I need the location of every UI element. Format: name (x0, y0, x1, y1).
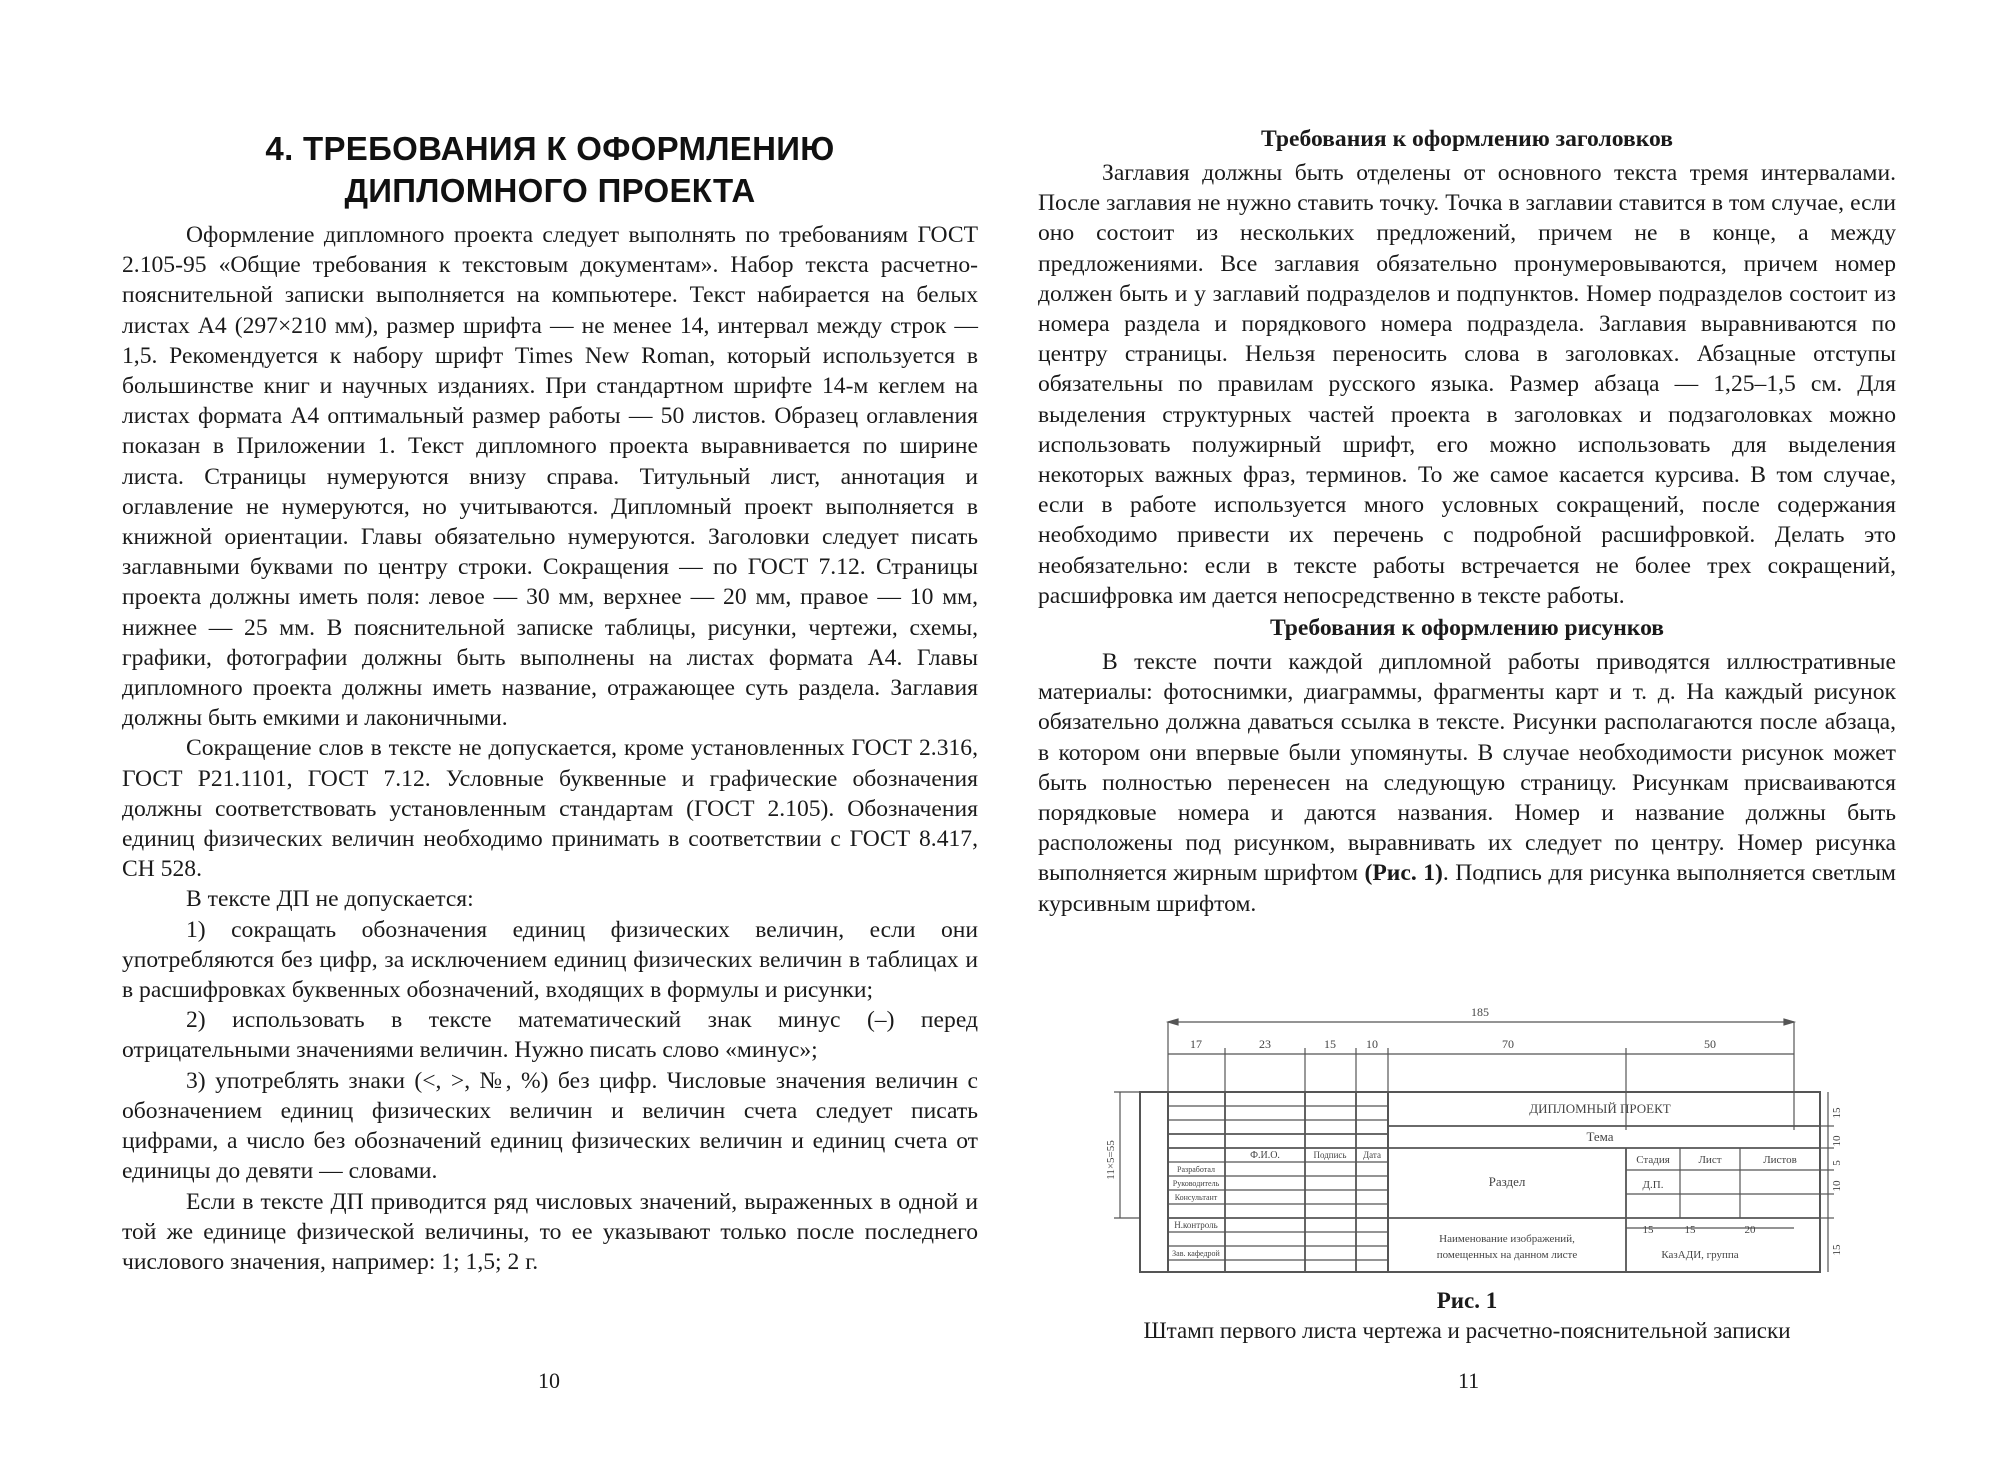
block-role: Н.контроль (1174, 1220, 1218, 1230)
block-role: Консультант (1174, 1193, 1218, 1202)
block-drawing-name: помещенных на данном листе (1436, 1249, 1578, 1261)
block-sub-dim: 20 (1744, 1224, 1756, 1236)
block-header: ДИПЛОМНЫЙ ПРОЕКТ (1529, 1101, 1671, 1116)
dim-label: 185 (1471, 1005, 1489, 1019)
section-heading: Требования к оформлению рисунков (1269, 615, 1665, 642)
dim-label: 15 (1831, 1107, 1843, 1119)
dim-label: 15 (1324, 1037, 1336, 1051)
list-item: 2) использовать в тексте математический знак минус (–) перед отрицательными значениями величин. Нужно писать слово «минус»; (122, 1007, 978, 1064)
block-theme: Тема (1586, 1129, 1614, 1144)
block-role: Разработал (1177, 1165, 1215, 1174)
paragraph (1038, 647, 1896, 919)
figure-label: Рис. 1 (1436, 1288, 1498, 1313)
block-role: Зав. кафедрой (1172, 1249, 1220, 1258)
list-item: 3) употреблять знаки (<, >, №, %) без цифр. Числовые значения величин с обозначением единиц физических величин и величин счета следует писать цифрами, а число без обозначений единиц физических величин и единиц счета от единицы до девяти — словами. (122, 1067, 978, 1185)
chapter-title (122, 128, 978, 212)
dim-label: 5 (1831, 1160, 1843, 1166)
block-sheet: Лист (1698, 1154, 1722, 1166)
paragraph: Заглавия должны быть отделены от основного текста тремя интервалами. После заглавия не нужно ставить точку. Точка в заглавии ставится в том случае, если оно состоит из нескольких предложений, причем не в конце, а между предложениями. Все заглавия обязательно пронумеровываются, причем номер должен быть и у заглавий подразделов и подпунктов. Номер подразделов состоит из номера раздела и порядкового номера подраздела. Заглавия выравниваются по центру страницы. Нельзя переносить слова в заголовках. Абзацные отступы обязательны по правилам русского языка. Размер абзаца — 1,25–1,5 см. Для выделения структурных частей проекта в заголовках и подзаголовках можно использовать полужирный шрифт, его можно использовать для выделения некоторых важных фраз, терминов. То же самое касается курсива. В том случае, если в работе используется много условных сокращений, после содержания необходимо привести их перечень с подробной расшифровкой. Делать это необязательно: если в тексте работы встречается не более трех сокращений, расшифровка им дается непосредственно в тексте работы. (1038, 160, 1896, 609)
figure-reference: (Рис. 1) (1364, 860, 1443, 887)
block-stage: Стадия (1636, 1154, 1670, 1166)
dim-label: 70 (1502, 1037, 1514, 1051)
dim-label: 15 (1831, 1244, 1843, 1256)
block-drawing-name: Наименование изображений, (1439, 1233, 1575, 1245)
dim-label: 50 (1704, 1037, 1716, 1051)
paragraph: В тексте ДП не допускается: (186, 886, 474, 913)
block-org: КазАДИ, группа (1661, 1249, 1739, 1261)
paragraph: Сокращение слов в тексте не допускается, кроме установленных ГОСТ 2.316, ГОСТ Р21.1101, ГОСТ 7.12. Условные буквенные и графические обозначения должны соответствовать установленным стандартам (ГОСТ 2.105). Обозначения единиц физических величин необходимо принимать в соответствии с ГОСТ 8.417, СН 528. (122, 735, 978, 883)
title-block-drawing (1100, 1000, 1850, 1285)
paragraph: Оформление дипломного проекта следует выполнять по требованиям ГОСТ 2.105-95 «Общие требования к текстовым документам». Набор текста расчетно-пояснительной записки выполняется на компьютере. Текст набирается на белых листах А4 (297×210 мм), размер шрифта — не менее 14, интервал между строк — 1,5. Рекомендуется к набору шрифт Times New Roman, который используется в большинстве книг и научных изданиях. При стандартном шрифте 14-м кеглем на листах формата А4 оптимальный размер работы — 50 листов. Образец оглавления показан в Приложении 1. Текст дипломного проекта выравнивается по ширине листа. Страницы нумеруются внизу справа. Титульный лист, аннотация и оглавление не нумеруются, но учитываются. Дипломный проект выполняется в книжной ориентации. Главы обязательно нумеруются. Заголовки следует писать заглавными буквами по центру строки. Сокращения — по ГОСТ 7.12. Страницы проекта должны иметь поля: левое — 30 мм, верхнее — 20 мм, правое — 10 мм, нижнее — 25 мм. В пояснительной записке таблицы, рисунки, чертежи, схемы, графики, фотографии должны быть выполнены на листах формата А4. Главы дипломного проекта должны иметь название, отражающее суть раздела. Заглавия должны быть емкими и лаконичными. (122, 222, 978, 732)
dim-label: 10 (1831, 1135, 1843, 1147)
block-sub-dim: 15 (1684, 1224, 1696, 1236)
figure-title: Штамп первого листа чертежа и расчетно-пояснительной записки (1143, 1318, 1791, 1343)
block-signature: Подпись (1313, 1150, 1347, 1160)
block-date: Дата (1363, 1150, 1381, 1160)
dim-label: 10 (1831, 1180, 1843, 1192)
block-role: Руководитель (1172, 1179, 1220, 1188)
dim-label: 23 (1259, 1037, 1271, 1051)
block-dp: Д.П. (1642, 1179, 1664, 1191)
page-number: 11 (1458, 1368, 1480, 1393)
paragraph-text: . Подпись для рисунка выполняется светлым курсивным шрифтом. (1038, 860, 1896, 917)
block-sheets: Листов (1763, 1154, 1797, 1166)
dim-label: 17 (1190, 1037, 1202, 1051)
list-item: 1) сокращать обозначения единиц физических величин, если они употребляются без цифр, за исключением единиц физических величин в таблицах и в расшифровках буквенных обозначений, входящих в формулы и рисунки; (122, 916, 978, 1004)
left-page-content (122, 128, 978, 1277)
title-block-figure (1100, 1000, 1850, 1285)
paragraph: Если в тексте ДП приводится ряд числовых значений, выраженных в одной и той же единице физической величины, то ее указывают только после последнего числового значения, например: 1; 1,5; 2 г. (122, 1188, 978, 1275)
paragraph-text: В тексте почти каждой дипломной работы приводятся иллюстративные материалы: фотоснимки, диаграммы, фрагменты карт и т. д. На каждый рисунок обязательно должна даваться ссылка в тексте. Рисунки располагаются после абзаца, в котором они впервые были упомянуты. В случае необходимости рисунок может быть полностью перенесен на следующую страницу. Рисункам присваиваются порядковые номера и даются названия. Номер и название должны быть расположены под рисунком, выравнивать их следует по центру. Номер рисунка выполняется жирным шрифтом (1038, 649, 1896, 887)
right-page-content (1038, 124, 1896, 919)
page-number: 10 (538, 1368, 560, 1393)
chapter-title-line2: ДИПЛОМНОГО ПРОЕКТА (344, 172, 756, 209)
dim-label: 11×5=55 (1105, 1140, 1117, 1180)
section-heading: Требования к оформлению заголовков (1261, 126, 1673, 152)
block-fio: Ф.И.О. (1250, 1150, 1280, 1161)
block-section: Раздел (1488, 1174, 1526, 1189)
chapter-title-line1: 4. ТРЕБОВАНИЯ К ОФОРМЛЕНИЮ (265, 130, 835, 167)
dim-label: 10 (1366, 1037, 1378, 1051)
block-sub-dim: 15 (1642, 1224, 1654, 1236)
